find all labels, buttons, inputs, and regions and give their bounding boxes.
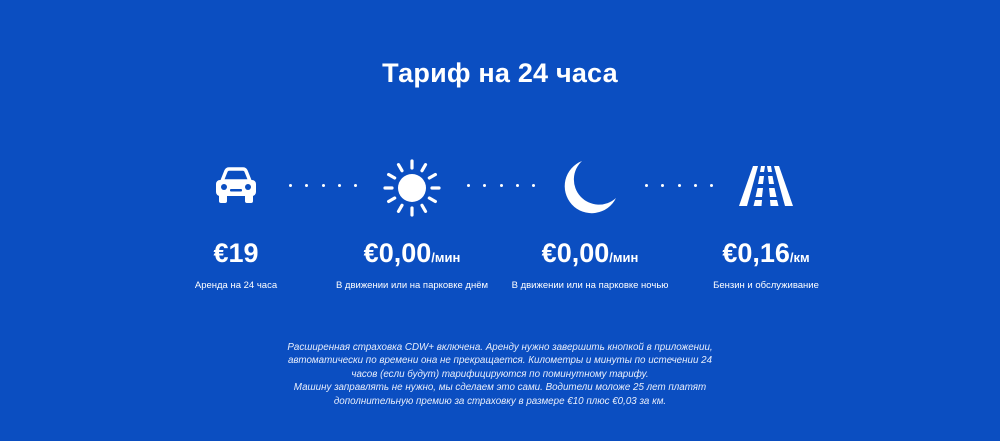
- sun-icon: [382, 158, 442, 218]
- dotted-connector: [289, 184, 357, 188]
- dot: [710, 184, 713, 187]
- dot: [467, 184, 470, 187]
- price-distance: [676, 238, 856, 269]
- dot: [661, 184, 664, 187]
- dot: [532, 184, 535, 187]
- footnote: [280, 341, 720, 408]
- footnote-paragraph: Машину заправлять не нужно, мы сделаем это сами. Водители моложе 25 лет платят дополнительную премию за страховку в размере €10 плюс €0,03 за км.: [293, 382, 707, 407]
- dot: [694, 184, 697, 187]
- sun-core: [398, 174, 426, 202]
- sun-ray: [399, 165, 403, 171]
- dot: [322, 184, 325, 187]
- sun-ray: [399, 205, 403, 211]
- price-rental: [146, 238, 326, 269]
- description-rental: Аренда на 24 часа: [194, 280, 278, 291]
- price-day: [322, 238, 502, 269]
- sun-ray: [429, 175, 435, 179]
- description-night: В движении или на парковке ночью: [511, 280, 669, 291]
- page-title: Тариф на 24 часа: [382, 58, 618, 88]
- dot: [338, 184, 341, 187]
- sun-ray: [389, 198, 395, 202]
- price-night: [500, 238, 680, 269]
- dot: [354, 184, 357, 187]
- footnote-paragraph: Расширенная страховка CDW+ включена. Аренду нужно завершить кнопкой в приложении, автоматически по времени она не прекращается. Километры и минуты по истечении 24 часов (если будут) тарифицируются по поминутному тарифу.: [287, 342, 713, 380]
- price-unit: /км: [789, 250, 810, 265]
- moon-icon: [560, 156, 620, 216]
- dot: [516, 184, 519, 187]
- dot: [645, 184, 648, 187]
- sun-ray: [389, 175, 395, 179]
- sun-ray: [422, 165, 426, 171]
- price-unit: /мин: [431, 250, 461, 265]
- price-value: €0,16: [722, 238, 790, 268]
- dot: [289, 184, 292, 187]
- dot: [483, 184, 486, 187]
- description-day: В движении или на парковке днём: [335, 280, 489, 291]
- price-value: €0,00: [541, 238, 610, 268]
- dot: [500, 184, 503, 187]
- price-unit: /мин: [609, 250, 639, 265]
- description-distance: Бензин и обслуживание: [713, 280, 819, 291]
- dotted-connector: [467, 184, 535, 188]
- dotted-connector: [645, 184, 713, 188]
- sun-ray: [429, 198, 435, 202]
- dot: [305, 184, 308, 187]
- road-icon: [738, 164, 794, 208]
- dot: [678, 184, 681, 187]
- sun-ray: [422, 205, 426, 211]
- price-value: €0,00: [363, 238, 432, 268]
- car-icon: [213, 166, 259, 206]
- price-value: €19: [213, 238, 259, 268]
